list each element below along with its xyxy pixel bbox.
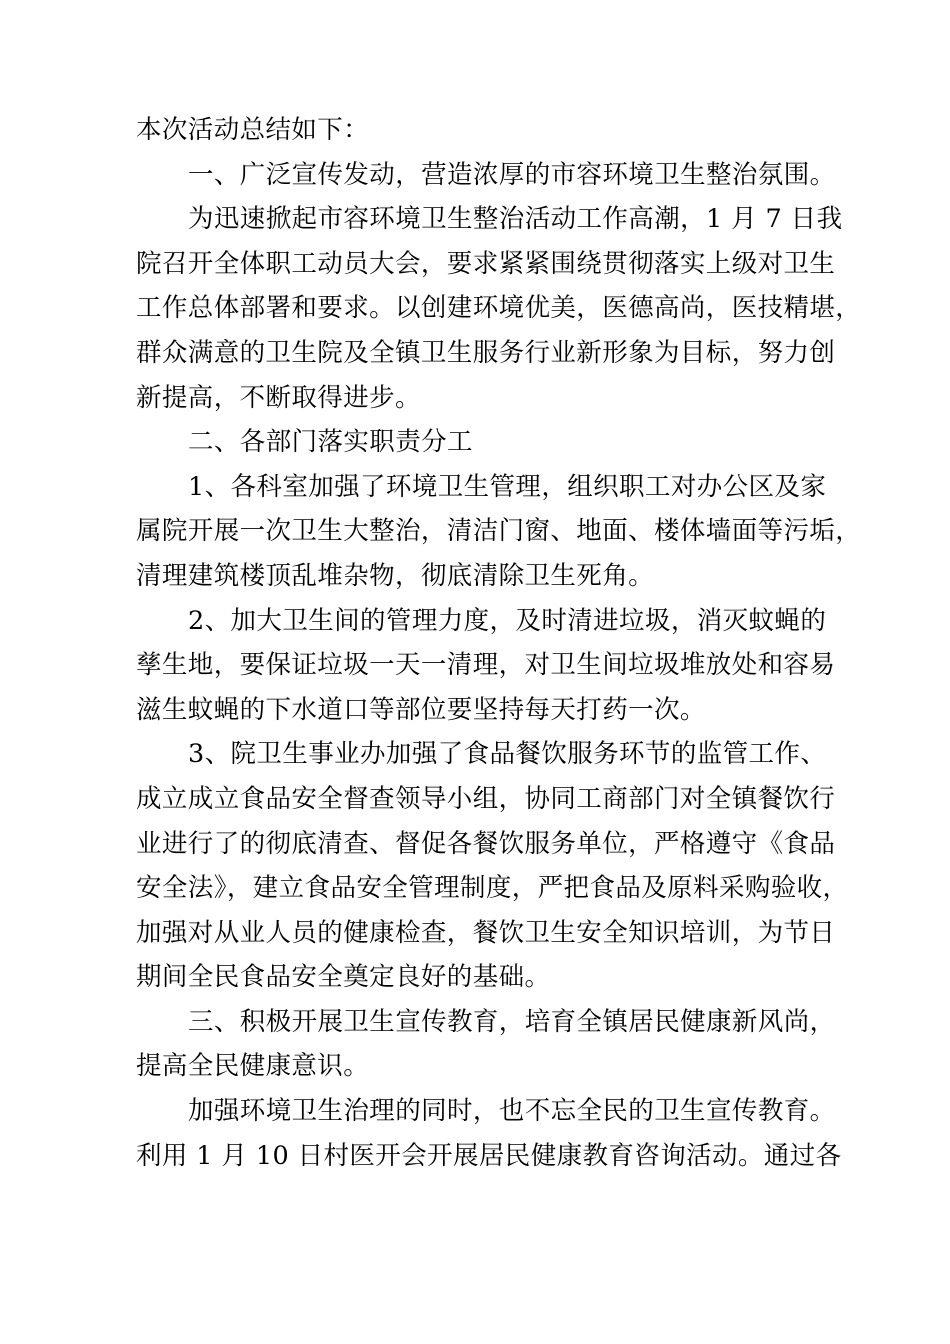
text-line: 提高全民健康意识。 (136, 1051, 370, 1082)
text-line: 1、各科室加强了环境卫生管理，组织职工对办公区及家 (188, 471, 827, 502)
text-line: 加强环境卫生治理的同时，也不忘全民的卫生宣传教育。 (188, 1096, 836, 1127)
text-line: 清理建筑楼顶乱堆杂物，彻底清除卫生死角。 (136, 560, 655, 591)
section-heading: 二、各部门落实职责分工 (188, 427, 473, 458)
text-line: 院召开全体职工动员大会，要求紧紧围绕贯彻落实上级对卫生 (136, 248, 836, 279)
text-line: 滋生蚊蝇的下水道口等部位要坚持每天打药一次。 (136, 694, 706, 725)
text-line: 2、加大卫生间的管理力度，及时清进垃圾，消灭蚊蝇的 (188, 605, 827, 636)
text-line: 利用 1 月 10 日村医开会开展居民健康教育咨询活动。通过各 (136, 1140, 842, 1171)
section-heading: 三、积极开展卫生宣传教育，培育全镇居民健康新风尚， (188, 1006, 836, 1037)
text-line: 工作总体部署和要求。以创建环境优美，医德高尚，医技精堪， (136, 293, 862, 324)
text-line: 群众满意的卫生院及全镇卫生服务行业新形象为目标，努力创 (136, 337, 836, 368)
text-line: 本次活动总结如下： (136, 115, 370, 145)
text-line: 新提高，不断取得进步。 (136, 382, 421, 413)
section-heading: 一、广泛宣传发动，营造浓厚的市容环境卫生整治氛围。 (188, 159, 836, 190)
text-line: 成立成立食品安全督查领导小组，协同工商部门对全镇餐饮行 (136, 783, 836, 814)
text-line: 加强对从业人员的健康检查，餐饮卫生安全知识培训，为节日 (136, 917, 836, 948)
text-line: 属院开展一次卫生大整治，清洁门窗、地面、楼体墙面等污垢， (136, 516, 862, 547)
text-line: 为迅速掀起市容环境卫生整治活动工作高潮，1 月 7 日我 (188, 204, 843, 235)
text-line: 期间全民食品安全奠定良好的基础。 (136, 962, 551, 993)
text-line: 业进行了的彻底清查、督促各餐饮服务单位，严格遵守《食品 (136, 828, 836, 859)
text-line: 3、院卫生事业办加强了食品餐饮服务环节的监管工作、 (188, 739, 827, 770)
document-body (136, 108, 862, 1178)
text-line: 孳生地，要保证垃圾一天一清理，对卫生间垃圾堆放处和容易 (136, 650, 836, 681)
text-line: 安全法》，建立食品安全管理制度，严把食品及原料采购验收， (136, 873, 849, 904)
